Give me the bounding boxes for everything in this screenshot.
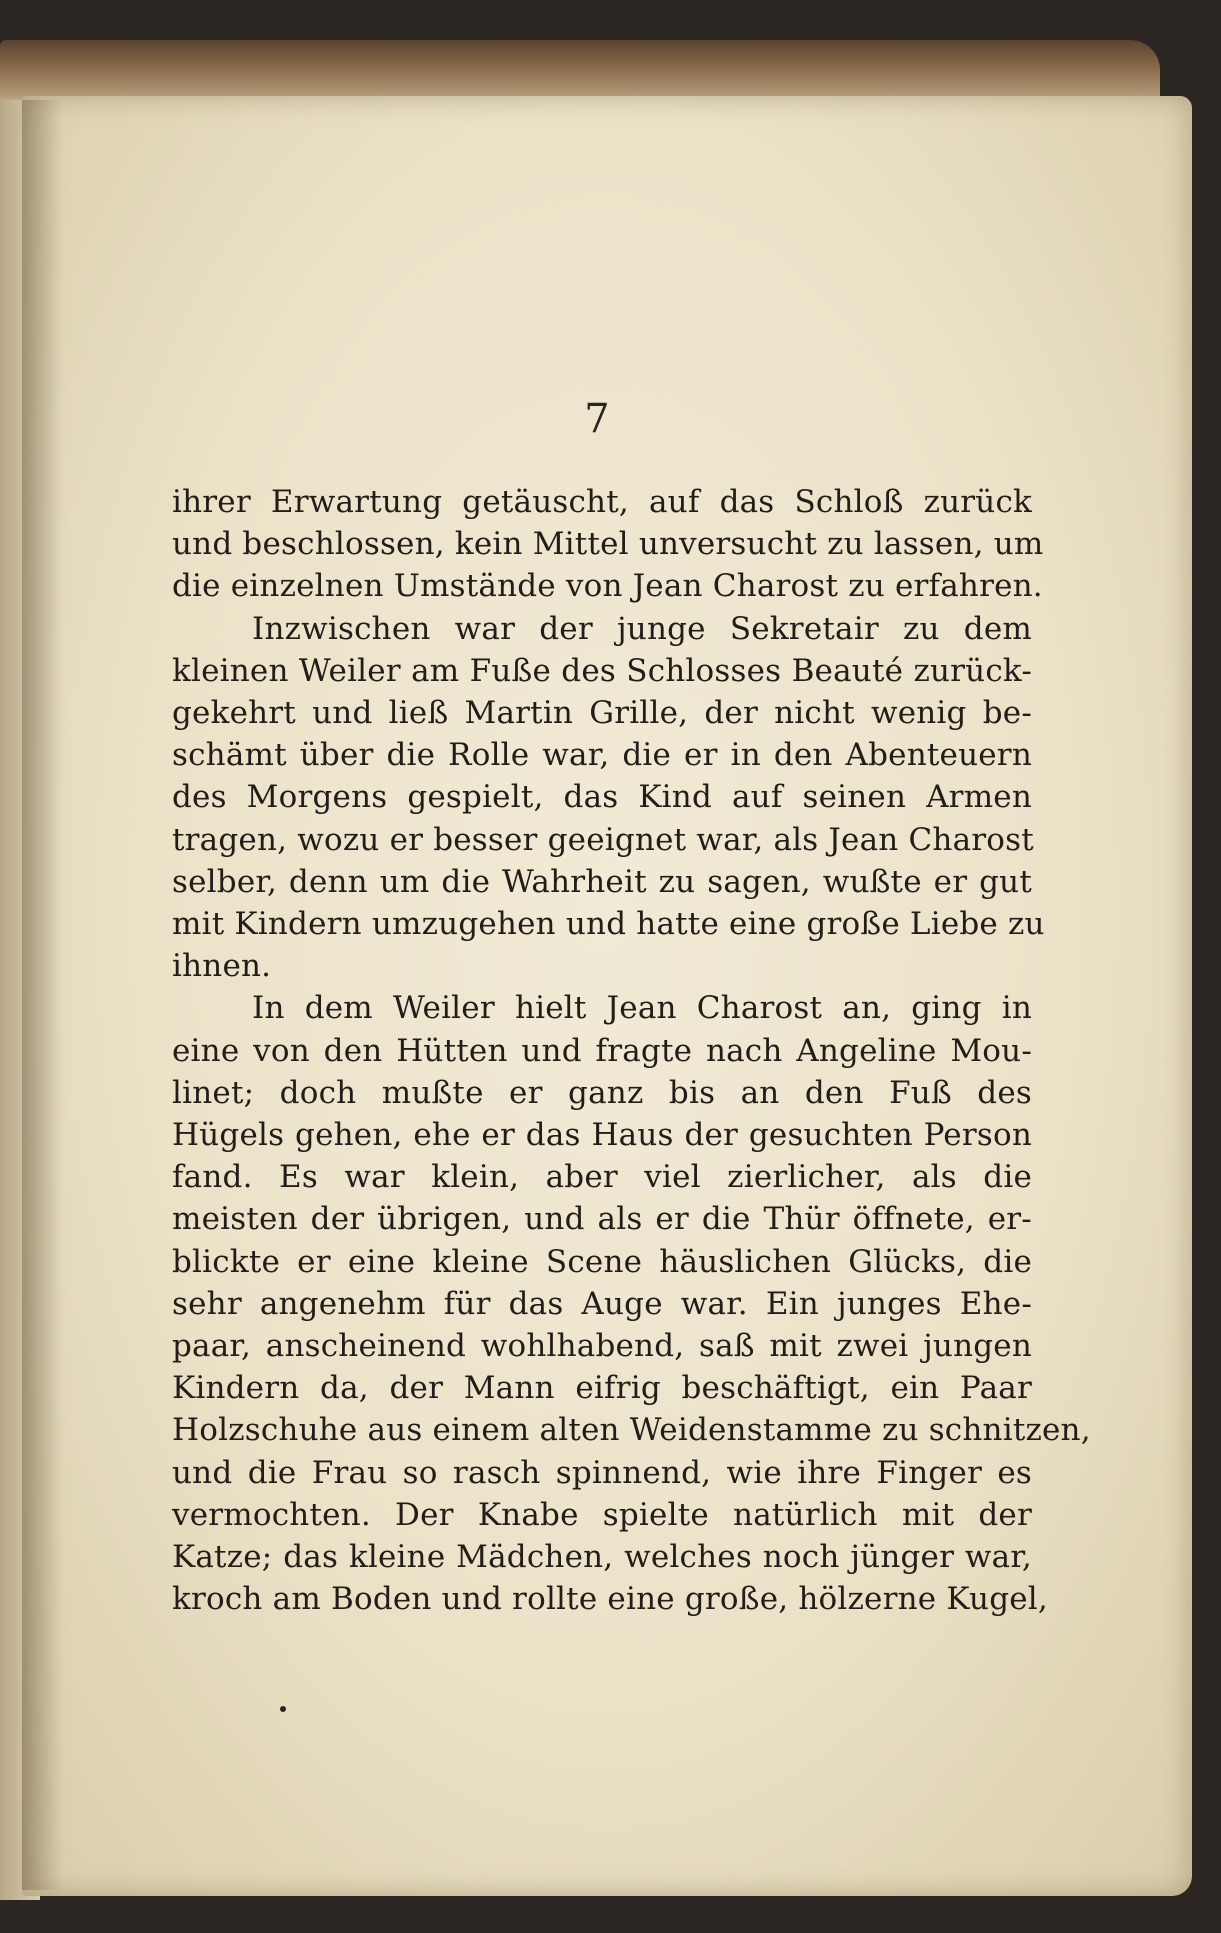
text-line: ihnen. (172, 948, 272, 985)
page-number: 7 (584, 396, 610, 442)
text-line: schämt über die Rolle war, die er in den Abenteuern (172, 737, 1032, 774)
paragraph (172, 608, 1045, 988)
text-line: tragen, wozu er besser geeignet war, als Jean Charost (172, 821, 1034, 858)
text-line: vermochten. Der Knabe spielte natürlich mit der (172, 1496, 1032, 1533)
text-line: des Morgens gespielt, das Kind auf seinen Armen (172, 779, 1032, 816)
body-text (172, 481, 1091, 1620)
text-line: mit Kindern umzugehen und hatte eine große Liebe zu (172, 906, 1045, 943)
text-line: selber, denn um die Wahrheit zu sagen, wußte er gut (172, 863, 1032, 900)
ink-speck (280, 1706, 286, 1712)
text-line: blickte er eine kleine Scene häuslichen Glücks, die (172, 1243, 1032, 1280)
text-line: sehr angenehm für das Auge war. Ein junges Ehe- (172, 1285, 1032, 1322)
text-line: Holzschuhe aus einem alten Weidenstamme zu schnitzen, (172, 1412, 1091, 1449)
text-line: eine von den Hütten und fragte nach Angeline Mou- (172, 1032, 1032, 1069)
text-line: kroch am Boden und rollte eine große, hölzerne Kugel, (172, 1581, 1048, 1618)
text-line: Kindern da, der Mann eifrig beschäftigt, ein Paar (172, 1370, 1032, 1407)
text-line: ihrer Erwartung getäuscht, auf das Schloß zurück (172, 484, 1032, 520)
text-line: paar, anscheinend wohlhabend, saß mit zwei jungen (172, 1328, 1032, 1365)
paragraph (172, 481, 1044, 608)
text-line: Katze; das kleine Mädchen, welches noch jünger war, (172, 1539, 1032, 1576)
text-line: kleinen Weiler am Fuße des Schlosses Beauté zurück- (172, 652, 1032, 689)
text-line: Inzwischen war der junge Sekretair zu dem (252, 610, 1032, 647)
text-line: fand. Es war klein, aber viel zierlicher, als die (172, 1159, 1032, 1196)
text-line: und die Frau so rasch spinnend, wie ihre Finger es (172, 1454, 1032, 1491)
text-line: und beschlossen, kein Mittel unversucht zu lassen, um (172, 526, 1044, 563)
paragraph (172, 987, 1091, 1620)
gutter-shadow (22, 100, 62, 1890)
text-line: meisten der übrigen, und als er die Thür öffnete, er- (172, 1201, 1032, 1238)
text-line: Hügels gehen, ehe er das Haus der gesuchten Person (172, 1117, 1032, 1154)
text-line: linet; doch mußte er ganz bis an den Fuß des (172, 1074, 1032, 1111)
book-page (22, 96, 1192, 1896)
text-line: In dem Weiler hielt Jean Charost an, ging in (252, 990, 1032, 1027)
text-line: gekehrt und ließ Martin Grille, der nicht wenig be- (172, 695, 1032, 732)
text-line: die einzelnen Umstände von Jean Charost zu erfahren. (172, 568, 1043, 605)
